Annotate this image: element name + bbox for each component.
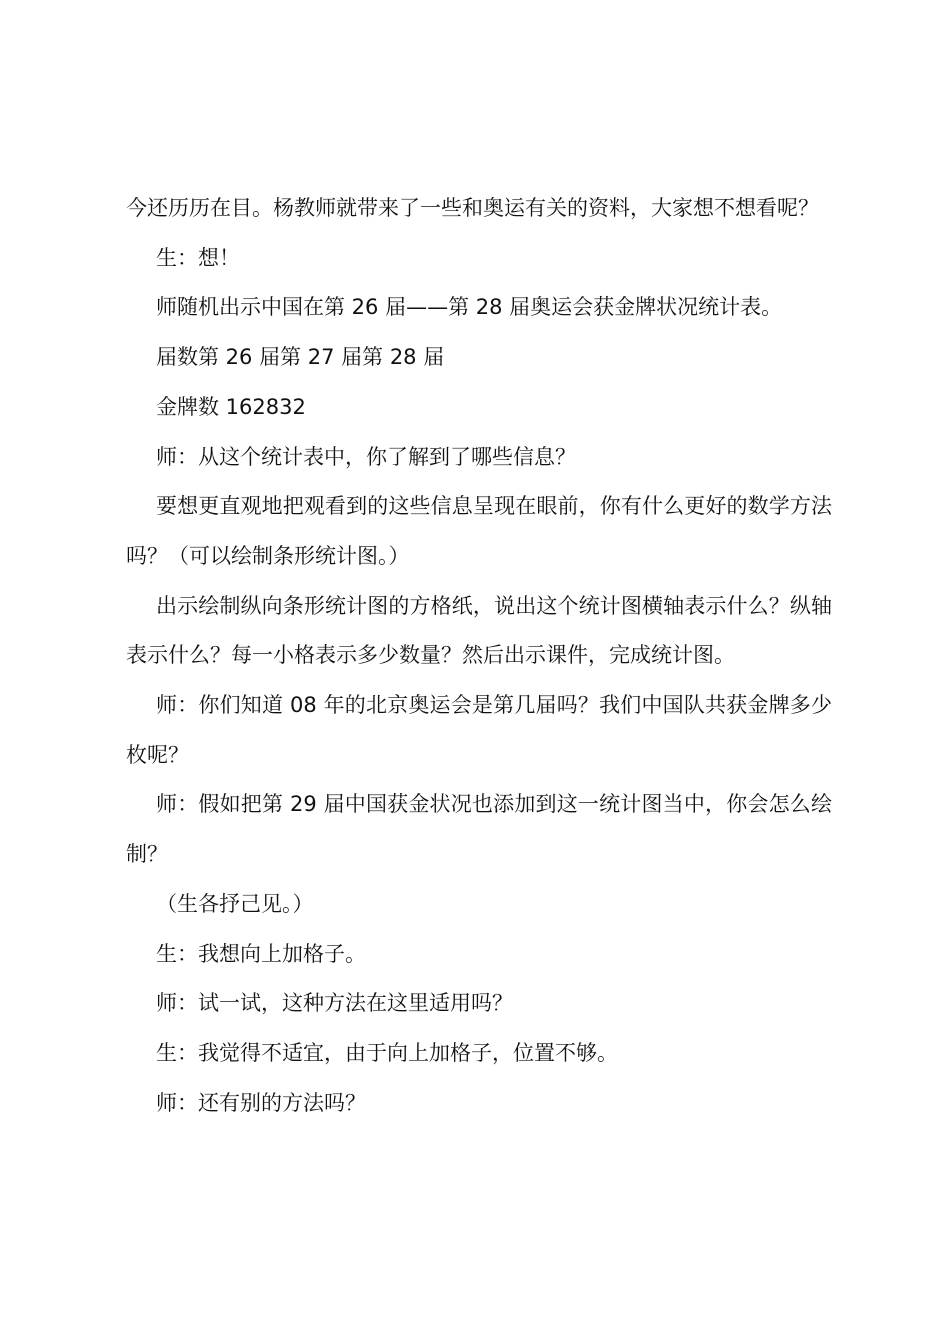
paragraph-try-it: 师：试一试，这种方法在这里适用吗？ <box>156 991 513 1016</box>
paragraph-add-29th: 师：假如把第 29 届中国获金状况也添加到这一统计图当中，你会怎么绘制？ <box>126 792 832 867</box>
paragraph-teacher-question: 师：从这个统计表中，你了解到了哪些信息？ <box>156 444 576 469</box>
paragraph-method-question: 要想更直观地把观看到的这些信息呈现在眼前，你有什么更好的数学方法吗？（可以绘制条形统计图。） <box>126 494 832 568</box>
paragraph-grid-paper: 出示绘制纵向条形统计图的方格纸，说出这个统计图横轴表示什么？纵轴表示什么？每一小格表示多少数量？然后出示课件，完成统计图。 <box>126 593 832 668</box>
paragraph-beijing-olympics: 师：你们知道 08 年的北京奥运会是第几届吗？我们中国队共获金牌多少枚呢？ <box>126 693 832 767</box>
paragraph-student-reply: 生：想！ <box>156 245 240 270</box>
paragraph-other-methods: 师：还有别的方法吗？ <box>156 1090 366 1115</box>
table-row-sessions: 届数第 26 届第 27 届第 28 届 <box>156 345 445 370</box>
paragraph-students-opinions: （生各抒己见。） <box>156 891 314 916</box>
paragraph-not-suitable: 生：我觉得不适宜，由于向上加格子，位置不够。 <box>156 1040 618 1065</box>
document-body <box>126 184 832 1128</box>
paragraph-show-table: 师随机出示中国在第 26 届——第 28 届奥运会获金牌状况统计表。 <box>156 295 783 320</box>
paragraph-add-cells: 生：我想向上加格子。 <box>156 941 366 966</box>
table-row-medals: 金牌数 162832 <box>156 394 306 419</box>
paragraph-continuation: 今还历历在目。杨教师就带来了一些和奥运有关的资料，大家想不想看呢？ <box>126 196 819 220</box>
